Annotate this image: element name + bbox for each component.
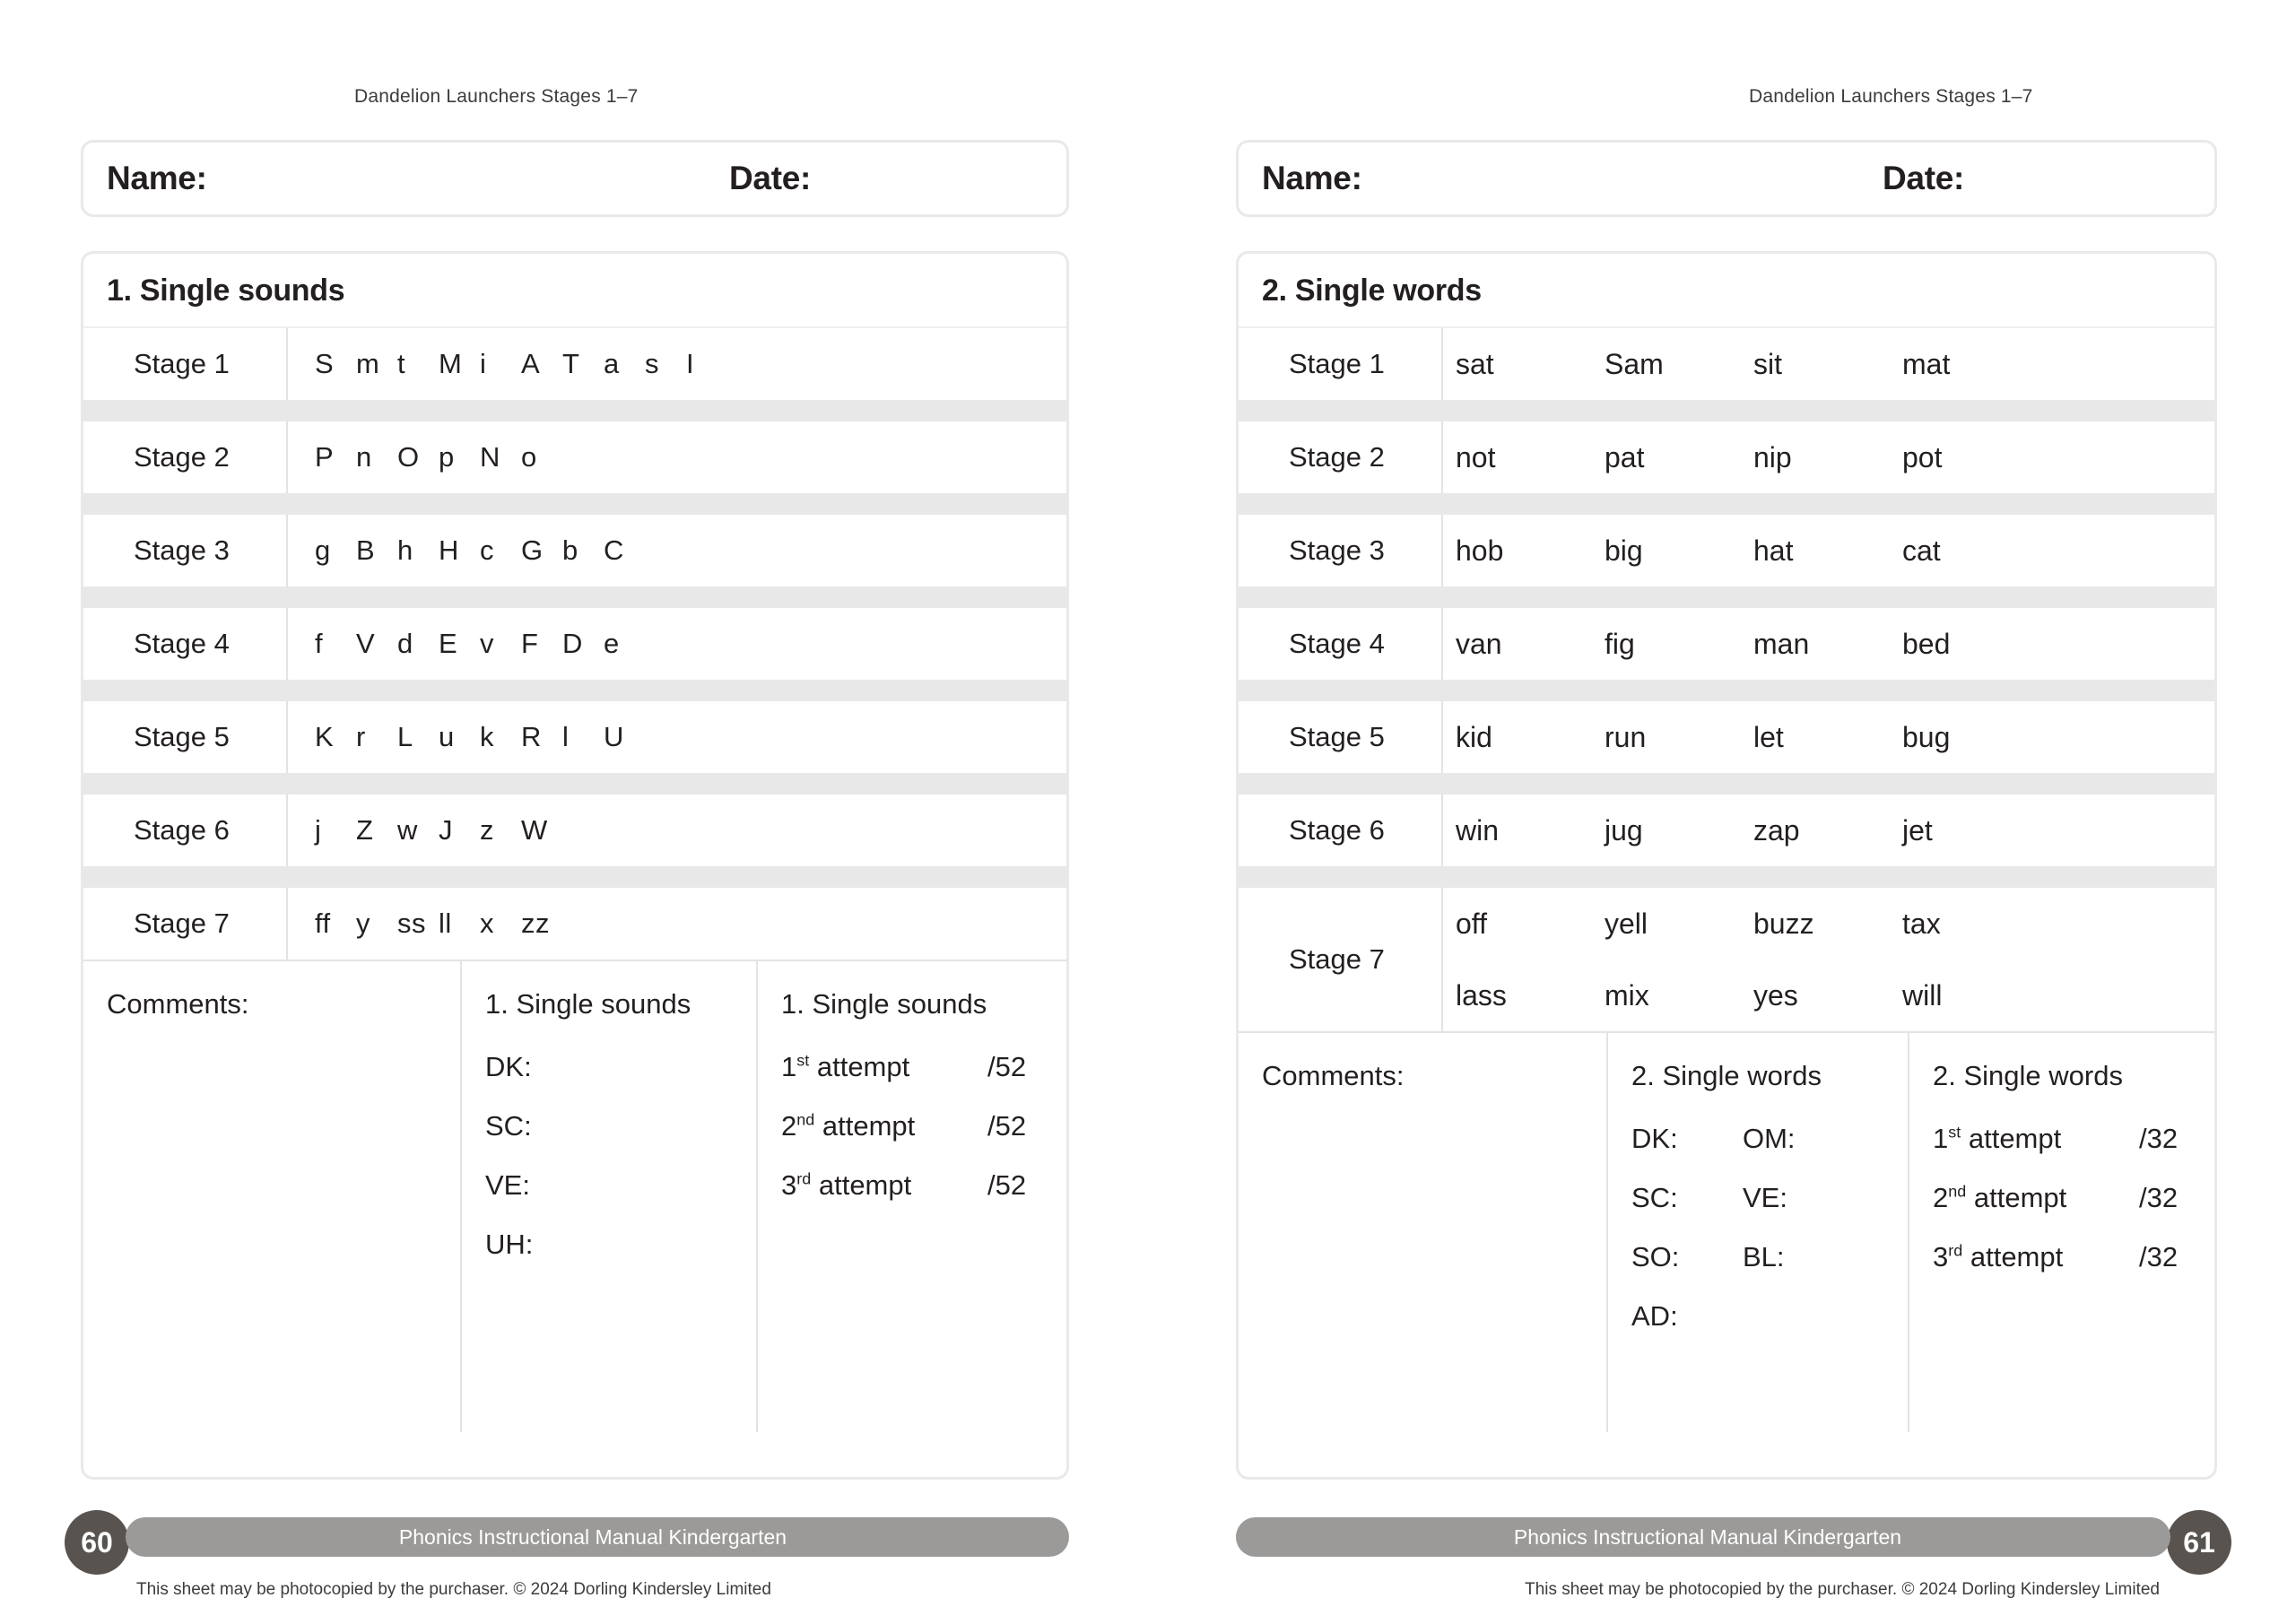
letter-cell: L — [397, 721, 413, 752]
code-label-primary: DK: — [1631, 1123, 1678, 1154]
page-right — [1148, 0, 2296, 1624]
word-cell: win — [1456, 813, 1500, 847]
section-title: 2. Single words — [1239, 254, 2214, 328]
word-cell: yell — [1605, 907, 1648, 940]
ordinal-suffix: st — [1948, 1123, 1961, 1142]
stage-values — [288, 888, 1066, 960]
stage-values — [288, 701, 1066, 773]
stage-label: Stage 6 — [83, 795, 288, 866]
row-separator — [1239, 680, 2214, 701]
name-date-bar — [1236, 140, 2217, 217]
attempt-score: /32 — [2139, 1241, 2179, 1272]
row-separator — [1239, 586, 2214, 608]
stage-table — [83, 328, 1066, 960]
row-separator — [83, 493, 1066, 515]
letter-cell: V — [356, 628, 376, 659]
name-date-bar — [81, 140, 1069, 217]
name-label: Name: — [1262, 160, 1362, 196]
code-row — [485, 1110, 756, 1142]
letter-cell: I — [686, 348, 695, 379]
row-separator — [1239, 493, 2214, 515]
letter-cell: A — [521, 348, 541, 379]
word-group — [1443, 888, 2214, 1031]
ordinal-suffix: nd — [1948, 1182, 1967, 1201]
letter-cell: U — [604, 721, 624, 752]
letter-cell: p — [439, 441, 455, 473]
comments-label: Comments: — [1262, 1060, 1405, 1091]
stage-values — [288, 795, 1066, 866]
table-row — [1239, 421, 2214, 493]
word-cell: cat — [1902, 534, 1941, 567]
attempt-label: 3rd attempt — [781, 1169, 912, 1201]
row-separator — [83, 773, 1066, 795]
stage-table — [1239, 328, 2214, 1031]
stage-label: Stage 3 — [1239, 515, 1443, 586]
code-label-secondary: OM: — [1743, 1123, 1796, 1154]
attempts-column[interactable] — [1908, 1033, 2214, 1432]
row-separator — [1239, 866, 2214, 888]
letter-cell: c — [480, 534, 494, 566]
letter-cell: C — [604, 534, 624, 566]
page-number: 60 — [65, 1510, 129, 1575]
single-words-card — [1236, 251, 2217, 1480]
footer-banner — [126, 1517, 1069, 1557]
attempt-label: 3rd attempt — [1933, 1241, 2064, 1272]
row-separator — [83, 400, 1066, 421]
stage-label: Stage 5 — [83, 701, 288, 773]
date-label: Date: — [729, 160, 812, 196]
word-cell: lass — [1456, 978, 1507, 1012]
footer-text: Phonics Instructional Manual Kindergarten — [1513, 1524, 1902, 1549]
ordinal-suffix: rd — [796, 1169, 812, 1188]
letter-cell: R — [521, 721, 542, 752]
table-row — [1239, 515, 2214, 586]
letter-cell: K — [315, 721, 335, 752]
attempt-row — [1933, 1182, 2214, 1214]
row-separator — [83, 680, 1066, 701]
word-cell: mat — [1902, 347, 1951, 380]
word-cell: pat — [1605, 440, 1645, 473]
codes-column[interactable] — [1606, 1033, 1908, 1432]
letter-cell: t — [397, 348, 406, 379]
letter-cell: P — [315, 441, 335, 473]
attempt-score: /52 — [987, 1110, 1027, 1142]
attempt-label: 1st attempt — [1933, 1123, 2062, 1154]
page-number: 61 — [2167, 1510, 2231, 1575]
name-label: Name: — [107, 160, 207, 196]
code-label-primary: UH: — [485, 1229, 534, 1260]
code-row — [1631, 1241, 1908, 1273]
word-group — [1443, 701, 2214, 773]
letter-cell: D — [562, 628, 583, 659]
code-row — [1631, 1182, 1908, 1214]
row-separator — [1239, 400, 2214, 421]
word-cell: jug — [1605, 813, 1643, 847]
letter-group — [315, 441, 562, 473]
letter-cell: z — [480, 814, 494, 846]
stage-label: Stage 6 — [1239, 795, 1443, 866]
letter-cell: l — [562, 721, 570, 752]
letter-group — [315, 534, 645, 567]
letter-cell: a — [604, 348, 620, 379]
comments-column[interactable] — [1239, 1033, 1606, 1432]
word-cell: Sam — [1605, 347, 1664, 380]
table-row — [83, 328, 1066, 400]
letter-cell: M — [439, 348, 463, 379]
attempts-column[interactable] — [756, 961, 1066, 1432]
stage-label: Stage 7 — [83, 888, 288, 960]
footer-text: Phonics Instructional Manual Kindergarten — [398, 1524, 787, 1549]
letter-cell: W — [521, 814, 548, 846]
word-cell: zap — [1753, 813, 1800, 847]
letter-cell: S — [315, 348, 335, 379]
word-cell: sit — [1753, 347, 1782, 380]
code-row — [1631, 1300, 1908, 1333]
table-row — [83, 888, 1066, 960]
letter-group — [315, 814, 562, 847]
stage-label: Stage 4 — [1239, 608, 1443, 680]
letter-cell: E — [439, 628, 458, 659]
stage-label: Stage 7 — [1239, 888, 1443, 1031]
letter-cell: Z — [356, 814, 374, 846]
row-separator — [83, 586, 1066, 608]
codes-title: 2. Single words — [1631, 1060, 1822, 1091]
letter-cell: F — [521, 628, 539, 659]
letter-cell: i — [480, 348, 487, 379]
letter-cell: g — [315, 534, 331, 566]
letter-group — [315, 628, 645, 660]
letter-cell: k — [480, 721, 494, 752]
copyright-notice: This sheet may be photocopied by the purchaser. © 2024 Dorling Kindersley Limited — [1525, 1580, 2160, 1599]
table-row — [1239, 328, 2214, 400]
row-separator — [1239, 773, 2214, 795]
running-head: Dandelion Launchers Stages 1–7 — [1749, 86, 2033, 107]
word-line — [1443, 515, 2214, 586]
word-cell: tax — [1902, 907, 1941, 940]
word-group — [1443, 795, 2214, 866]
stage-values — [288, 328, 1066, 400]
word-cell: yes — [1753, 978, 1798, 1012]
word-cell: bed — [1902, 627, 1951, 660]
attempt-score: /52 — [987, 1051, 1027, 1082]
stage-label: Stage 5 — [1239, 701, 1443, 773]
word-cell: kid — [1456, 720, 1492, 753]
word-cell: big — [1605, 534, 1643, 567]
word-line — [1443, 608, 2214, 680]
attempt-score: /32 — [2139, 1182, 2179, 1213]
table-row — [1239, 608, 2214, 680]
table-row — [1239, 701, 2214, 773]
stage-label: Stage 4 — [83, 608, 288, 680]
word-line — [1443, 888, 2214, 960]
letter-group — [315, 908, 562, 940]
attempt-score: /32 — [2139, 1123, 2179, 1154]
word-cell: man — [1753, 627, 1810, 660]
footer-banner — [1236, 1517, 2170, 1557]
code-label-primary: DK: — [485, 1051, 532, 1082]
letter-group — [315, 721, 645, 753]
table-row — [83, 421, 1066, 493]
letter-cell: y — [356, 908, 370, 939]
letter-cell: B — [356, 534, 376, 566]
stage-label: Stage 3 — [83, 515, 288, 586]
word-line — [1443, 701, 2214, 773]
word-group — [1443, 608, 2214, 680]
code-row — [485, 1051, 756, 1083]
date-label: Date: — [1883, 160, 1965, 196]
code-label-primary: SO: — [1631, 1241, 1680, 1272]
letter-cell: h — [397, 534, 413, 566]
letter-cell: G — [521, 534, 544, 566]
copyright-notice: This sheet may be photocopied by the purchaser. © 2024 Dorling Kindersley Limited — [136, 1580, 771, 1599]
code-row — [1631, 1123, 1908, 1155]
code-row — [485, 1229, 756, 1261]
letter-cell: v — [480, 628, 494, 659]
row-separator — [83, 866, 1066, 888]
table-row — [1239, 795, 2214, 866]
letter-cell: N — [480, 441, 500, 473]
attempt-label: 1st attempt — [781, 1051, 910, 1082]
word-cell: fig — [1605, 627, 1635, 660]
letter-cell: O — [397, 441, 420, 473]
letter-cell: d — [397, 628, 413, 659]
word-cell: nip — [1753, 440, 1792, 473]
word-line — [1443, 328, 2214, 400]
word-cell: hat — [1753, 534, 1794, 567]
letter-cell: zz — [521, 908, 550, 939]
letter-cell: u — [439, 721, 455, 752]
ordinal-suffix: rd — [1948, 1241, 1963, 1260]
stage-label: Stage 1 — [1239, 328, 1443, 400]
attempt-row — [781, 1051, 1066, 1083]
letter-cell: ff — [315, 908, 331, 939]
word-cell: not — [1456, 440, 1496, 473]
attempt-row — [781, 1169, 1066, 1202]
word-line — [1443, 960, 2214, 1031]
stage-values — [288, 515, 1066, 586]
letter-cell: ss — [397, 908, 426, 939]
letter-cell: H — [439, 534, 459, 566]
table-row — [83, 515, 1066, 586]
assessment-panel — [83, 960, 1066, 1432]
letter-cell: s — [645, 348, 659, 379]
attempts-title: 2. Single words — [1933, 1060, 2123, 1091]
letter-cell: b — [562, 534, 578, 566]
word-cell: let — [1753, 720, 1784, 753]
word-cell: mix — [1605, 978, 1649, 1012]
letter-cell: e — [604, 628, 620, 659]
word-group — [1443, 515, 2214, 586]
attempts-list — [1933, 1123, 2214, 1273]
attempt-row — [1933, 1123, 2214, 1155]
attempt-label: 2nd attempt — [781, 1110, 916, 1142]
code-label-secondary: VE: — [1743, 1182, 1787, 1213]
letter-cell: J — [439, 814, 453, 846]
word-cell: pot — [1902, 440, 1943, 473]
ordinal-suffix: nd — [796, 1110, 815, 1129]
letter-cell: f — [315, 628, 324, 659]
letter-group — [315, 348, 727, 380]
letter-cell: x — [480, 908, 494, 939]
ordinal-suffix: st — [796, 1051, 810, 1070]
table-row — [83, 608, 1066, 680]
word-group — [1443, 328, 2214, 400]
stage-label: Stage 1 — [83, 328, 288, 400]
word-cell: van — [1456, 627, 1502, 660]
code-label-secondary: BL: — [1743, 1241, 1785, 1272]
table-row — [83, 795, 1066, 866]
codes-column[interactable] — [460, 961, 756, 1432]
code-row — [485, 1169, 756, 1202]
stage-label: Stage 2 — [1239, 421, 1443, 493]
table-row — [1239, 888, 2214, 1031]
stage-values — [288, 608, 1066, 680]
comments-label: Comments: — [107, 988, 249, 1020]
code-label-primary: VE: — [485, 1169, 530, 1201]
word-cell: bug — [1902, 720, 1951, 753]
assessment-panel — [1239, 1031, 2214, 1432]
single-sounds-card — [81, 251, 1069, 1480]
code-label-primary: SC: — [1631, 1182, 1678, 1213]
letter-cell: w — [397, 814, 418, 846]
attempts-list — [781, 1051, 1066, 1202]
letter-cell: m — [356, 348, 380, 379]
letter-cell: T — [562, 348, 580, 379]
letter-cell: ll — [439, 908, 452, 939]
codes-title: 1. Single sounds — [485, 988, 691, 1020]
code-label-primary: SC: — [485, 1110, 532, 1142]
attempt-label: 2nd attempt — [1933, 1182, 2067, 1213]
word-cell: hob — [1456, 534, 1504, 567]
word-line — [1443, 795, 2214, 866]
running-head: Dandelion Launchers Stages 1–7 — [354, 86, 639, 107]
letter-cell: o — [521, 441, 537, 473]
word-cell: jet — [1902, 813, 1933, 847]
stage-values — [288, 421, 1066, 493]
section-title: 1. Single sounds — [83, 254, 1066, 328]
letter-cell: n — [356, 441, 372, 473]
stage-label: Stage 2 — [83, 421, 288, 493]
attempts-title: 1. Single sounds — [781, 988, 987, 1020]
codes-list — [1631, 1123, 1908, 1333]
codes-list — [485, 1051, 756, 1261]
attempt-row — [781, 1110, 1066, 1142]
attempt-score: /52 — [987, 1169, 1027, 1201]
word-cell: will — [1902, 978, 1943, 1012]
word-cell: buzz — [1753, 907, 1814, 940]
word-cell: run — [1605, 720, 1647, 753]
word-cell: off — [1456, 907, 1487, 940]
letter-cell: r — [356, 721, 366, 752]
word-line — [1443, 421, 2214, 493]
word-cell: sat — [1456, 347, 1494, 380]
word-group — [1443, 421, 2214, 493]
table-row — [83, 701, 1066, 773]
letter-cell: j — [315, 814, 322, 846]
attempt-row — [1933, 1241, 2214, 1273]
code-label-primary: AD: — [1631, 1300, 1678, 1332]
comments-column[interactable] — [83, 961, 460, 1432]
